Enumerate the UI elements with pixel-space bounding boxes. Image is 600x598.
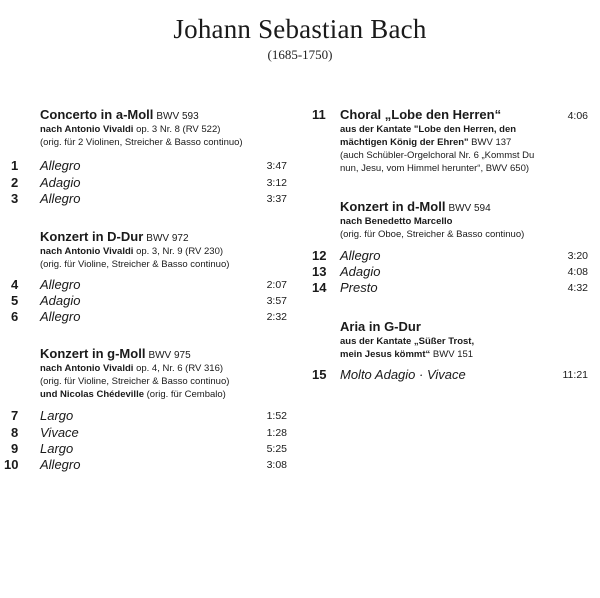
track-number: 1 xyxy=(11,158,19,173)
work-title-text: Konzert in d-Moll xyxy=(340,199,446,214)
work-source-cont xyxy=(340,349,473,361)
source-detail: BWV 151 xyxy=(430,349,474,360)
source-detail: op. 4, Nr. 6 (RV 316) xyxy=(133,363,224,374)
work-title-bwv151: Aria in G-Dur xyxy=(340,319,421,334)
track-number: 14 xyxy=(312,280,327,295)
source-name: nach Antonio Vivaldi xyxy=(40,124,134,135)
track-name: Allegro xyxy=(40,277,81,292)
source-name: aus der Kantate "Lobe den Herren, den xyxy=(340,124,517,135)
work-title-bwv972 xyxy=(40,229,189,244)
track-duration: 2:07 xyxy=(266,279,287,291)
track-duration: 1:52 xyxy=(266,410,287,422)
work-arranger xyxy=(40,389,226,401)
track-name: Allegro xyxy=(40,309,81,324)
track-duration: 3:20 xyxy=(567,250,588,262)
track-duration: 3:08 xyxy=(266,459,287,471)
work-title-text: Konzert in g-Moll xyxy=(40,346,146,361)
track-number: 15 xyxy=(312,367,327,382)
work-source xyxy=(40,363,223,375)
bwv-number: BWV 594 xyxy=(448,203,491,214)
track-name: Largo xyxy=(40,441,74,456)
track-number: 7 xyxy=(11,408,19,423)
track-number: 5 xyxy=(11,293,19,308)
composer-years: (1685-1750) xyxy=(267,47,333,62)
work-orig-note: (orig. für Oboe, Streicher & Basso continuo) xyxy=(340,229,525,240)
track-duration: 3:12 xyxy=(266,177,287,189)
track-name: Vivace xyxy=(40,425,79,440)
work-title-bwv593 xyxy=(40,107,199,122)
source-name: nach Antonio Vivaldi xyxy=(40,363,134,374)
work-title-bwv975 xyxy=(40,346,191,361)
track-duration: 3:57 xyxy=(266,295,287,307)
bwv-number: BWV 972 xyxy=(146,233,189,244)
work-source xyxy=(340,216,452,228)
track-name: Adagio xyxy=(40,175,81,190)
track-duration: 5:25 xyxy=(266,443,287,455)
bwv-number: BWV 593 xyxy=(156,111,199,122)
track-number: 12 xyxy=(312,248,327,263)
work-source-cont xyxy=(340,137,511,149)
work-title-bwv594 xyxy=(340,199,491,214)
source-detail: BWV 137 xyxy=(468,137,512,148)
work-source xyxy=(40,246,223,258)
source-name: mein Jesus kömmt“ xyxy=(340,349,431,360)
work-source xyxy=(40,124,220,136)
work-title-text: Konzert in D-Dur xyxy=(40,229,144,244)
work-source xyxy=(340,336,474,348)
work-title-choral: Choral „Lobe den Herren“ xyxy=(340,107,502,122)
track-name: Adagio xyxy=(340,264,381,279)
source-detail: op. 3 Nr. 8 (RV 522) xyxy=(133,124,221,135)
track-number: 9 xyxy=(11,441,19,456)
work-orig-note: (auch Schübler-Orgelchoral Nr. 6 „Kommst Du xyxy=(340,150,535,161)
track-duration: 1:28 xyxy=(266,427,287,439)
arranger-name: und Nicolas Chédeville xyxy=(40,389,144,400)
track-name: Allegro xyxy=(40,191,81,206)
track-duration: 4:06 xyxy=(567,110,588,122)
track-number: 6 xyxy=(11,309,19,324)
track-duration: 11:21 xyxy=(562,369,588,381)
track-name: Presto xyxy=(340,280,378,295)
track-name: Allegro xyxy=(340,248,381,263)
track-number: 8 xyxy=(11,425,19,440)
track-name: Largo xyxy=(40,408,74,423)
work-source xyxy=(340,124,516,136)
work-orig-note: (orig. für 2 Violinen, Streicher & Basso continuo) xyxy=(40,137,243,148)
track-duration: 3:37 xyxy=(266,193,287,205)
track-name: Allegro xyxy=(40,158,81,173)
source-name: mächtigen König der Ehren" xyxy=(340,137,469,148)
track-number: 13 xyxy=(312,264,327,279)
track-name: Molto Adagio · Vivace xyxy=(340,367,466,382)
source-name: nach Antonio Vivaldi xyxy=(40,246,134,257)
track-number: 4 xyxy=(11,277,19,292)
track-number: 11 xyxy=(312,107,326,122)
work-orig-note: (orig. für Violine, Streicher & Basso continuo) xyxy=(40,376,230,387)
source-name: aus der Kantate „Süßer Trost, xyxy=(340,336,475,347)
track-number: 3 xyxy=(11,191,19,206)
bwv-number: BWV 975 xyxy=(148,350,191,361)
track-duration: 2:32 xyxy=(266,311,287,323)
source-detail: op. 3, Nr. 9 (RV 230) xyxy=(133,246,224,257)
track-name: Allegro xyxy=(40,457,81,472)
track-duration: 4:08 xyxy=(567,266,588,278)
track-number: 2 xyxy=(11,175,19,190)
track-number: 10 xyxy=(4,457,19,472)
track-duration: 3:47 xyxy=(266,160,287,172)
work-orig-note: (orig. für Violine, Streicher & Basso continuo) xyxy=(40,259,230,270)
work-orig-note-cont: nun, Jesu, vom Himmel herunter“, BWV 650) xyxy=(340,163,530,174)
arranger-detail: (orig. für Cembalo) xyxy=(144,389,226,400)
work-title-text: Concerto in a-Moll xyxy=(40,107,154,122)
track-duration: 4:32 xyxy=(567,282,588,294)
composer-title: Johann Sebastian Bach xyxy=(173,14,427,44)
source-name: nach Benedetto Marcello xyxy=(340,216,453,227)
track-name: Adagio xyxy=(40,293,81,308)
